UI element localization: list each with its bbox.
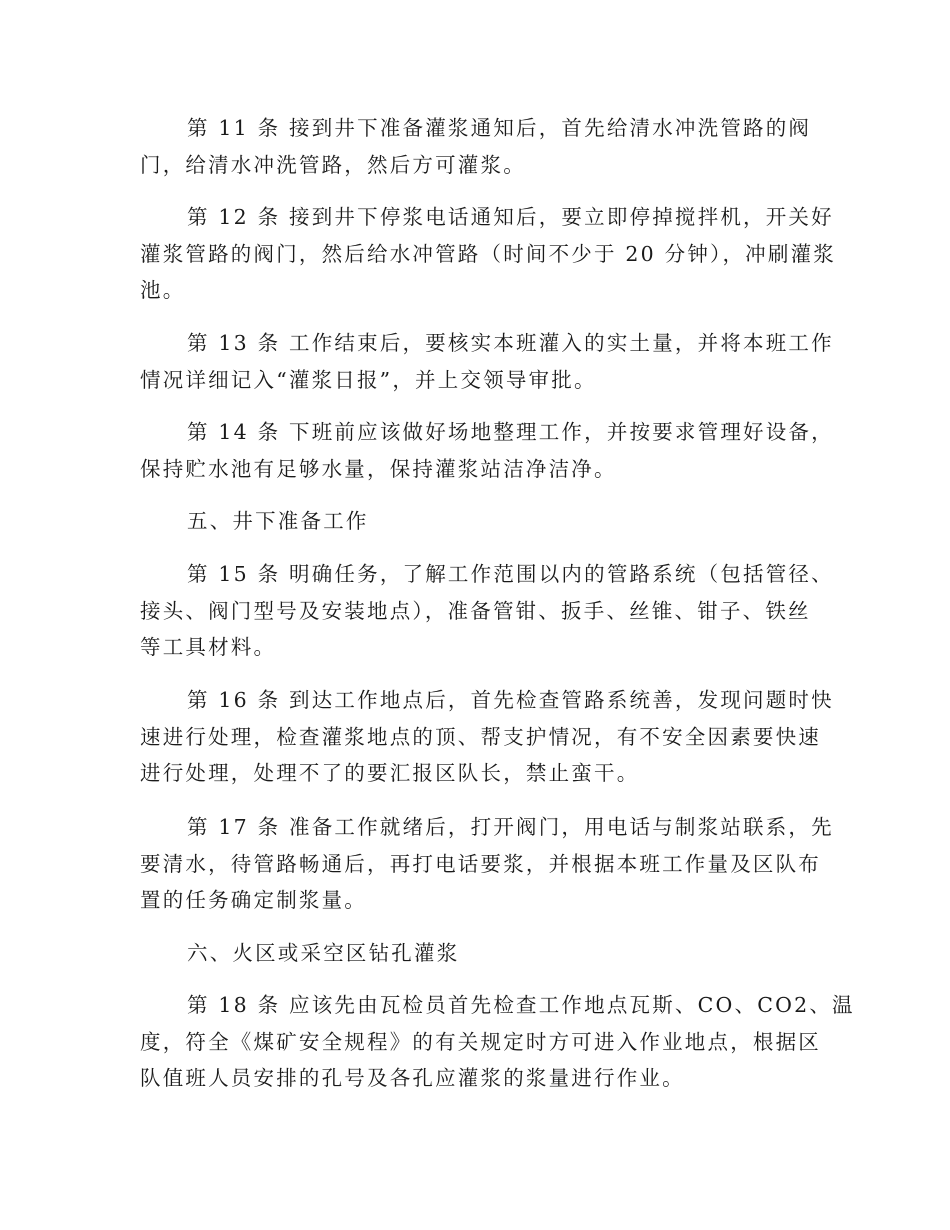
- paragraph-article-17: [140, 809, 834, 919]
- paragraph-line: 度，符全《煤矿安全规程》的有关规定时方可进入作业地点，根据区: [140, 1029, 821, 1054]
- paragraph-line: 等工具材料。: [140, 635, 277, 659]
- paragraph-line: 置的任务确定制浆量。: [140, 888, 367, 912]
- paragraph-article-18: [140, 987, 855, 1097]
- paragraph-line: 第 17 条 准备工作就绪后，打开阀门，用电话与制浆站联系，先: [187, 815, 834, 839]
- section-heading-5: [140, 503, 810, 540]
- paragraph-article-12: [140, 199, 836, 309]
- paragraph-line: 保持贮水池有足够水量，保持灌浆站洁净洁净。: [140, 456, 617, 481]
- paragraph-line: 第 18 条 应该先由瓦检员首先检查工作地点瓦斯、CO、CO2、温: [187, 993, 855, 1017]
- paragraph-line: 进行处理，处理不了的要汇报区队长，禁止蛮干。: [140, 761, 640, 785]
- paragraph-line: 第 16 条 到达工作地点后，首先检查管路系统善，发现问题时快: [187, 688, 834, 712]
- paragraph-line: 要清水，待管路畅通后，再打电话要浆，并根据本班工作量及区队布: [140, 851, 821, 876]
- paragraph-line: 第 14 条 下班前应该做好场地整理工作，并按要求管理好设备，: [187, 420, 834, 444]
- paragraph-line: 第 13 条 工作结束后，要核实本班灌入的实土量，并将本班工作: [187, 331, 834, 355]
- section-heading-text: 五、井下准备工作: [187, 509, 369, 533]
- paragraph-article-16: [140, 682, 834, 792]
- section-heading-6: [140, 935, 810, 972]
- paragraph-line: 接头、阀门型号及安装地点），准备管钳、扳手、丝锥、钳子、铁丝: [140, 598, 811, 623]
- paragraph-line: 第 12 条 接到井下停浆电话通知后，要立即停掉搅拌机，开关好: [187, 205, 834, 229]
- paragraph-article-11: [140, 110, 810, 183]
- section-heading-text: 六、火区或采空区钻孔灌浆: [187, 941, 460, 965]
- paragraph-line: 灌浆管路的阀门，然后给水冲管路（时间不少于 20 分钟），冲刷灌浆: [140, 241, 836, 266]
- paragraph-line: 第 15 条 明确任务，了解工作范围以内的管路系统（包括管径、: [187, 562, 834, 586]
- paragraph-line: 速进行处理，检查灌浆地点的顶、帮支护情况，有不安全因素要快速: [140, 724, 821, 749]
- paragraph-line: 情况详细记入“灌浆日报”，并上交领导审批。: [140, 367, 597, 392]
- paragraph-line: 门，给清水冲洗管路，然后方可灌浆。: [140, 152, 526, 177]
- paragraph-article-15: [140, 556, 834, 666]
- paragraph-article-14: [140, 414, 834, 487]
- paragraph-line: 第 11 条 接到井下准备灌浆通知后，首先给清水冲洗管路的阀: [187, 116, 812, 140]
- paragraph-line: 池。: [140, 278, 186, 302]
- paragraph-article-13: [140, 325, 834, 398]
- paragraph-line: 队值班人员安排的孔号及各孔应灌浆的浆量进行作业。: [140, 1066, 685, 1090]
